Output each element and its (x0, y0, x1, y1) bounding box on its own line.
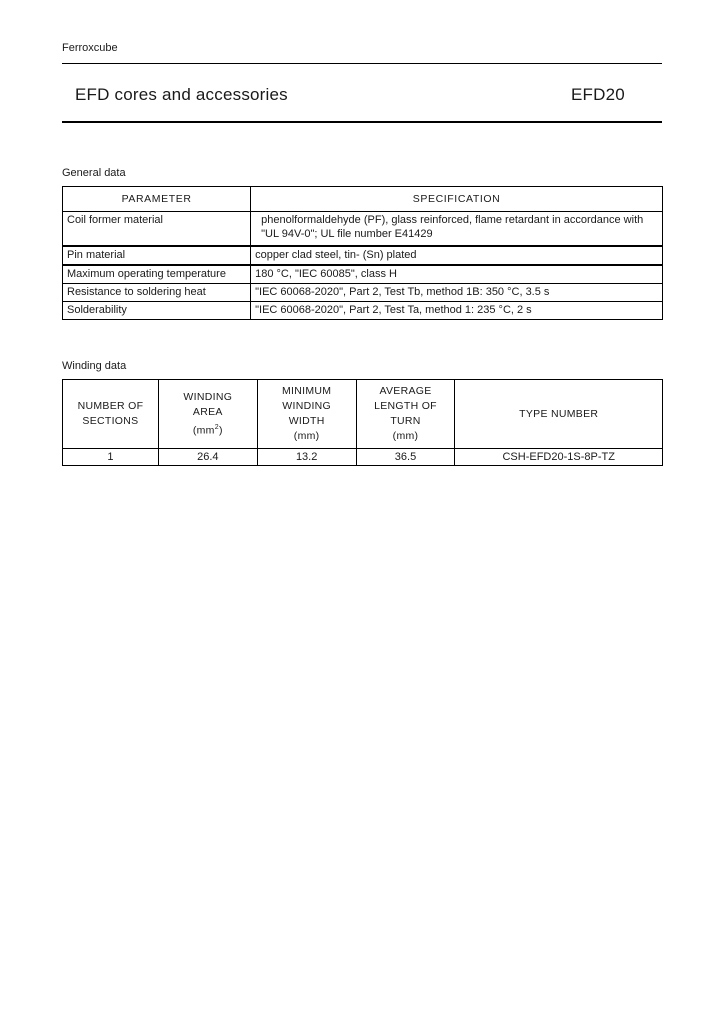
column-header-avg-length-of-turn (356, 380, 455, 449)
spec-line: "UL 94V-0"; UL file number E41429 (261, 228, 433, 240)
parameter-cell: Coil former material (63, 212, 251, 247)
header-line: WINDING (282, 400, 332, 412)
header-line: MINIMUM (281, 385, 332, 397)
parameter-cell: Solderability (63, 302, 251, 320)
header-line: (mm) (392, 430, 419, 442)
header-line: WINDING (183, 390, 233, 403)
spec-cell: "IEC 60068-2020", Part 2, Test Ta, method 1: 235 °C, 2 s (251, 302, 663, 320)
column-header-parameter: PARAMETER (63, 187, 251, 212)
header-line: (mm (192, 424, 215, 437)
winding-data-table (62, 379, 663, 466)
general-data-heading: General data (62, 167, 126, 179)
table-header-row (63, 187, 663, 212)
table-row (63, 212, 663, 247)
length-cell: 36.5 (356, 449, 455, 466)
header-line: AVERAGE (379, 385, 432, 397)
header-line: ) (218, 424, 223, 437)
sections-cell: 1 (63, 449, 159, 466)
column-header-type-number: TYPE NUMBER (455, 380, 663, 449)
column-header-specification: SPECIFICATION (251, 187, 663, 212)
table-row (63, 449, 663, 466)
header-line: TURN (390, 415, 421, 427)
general-data-table (62, 186, 663, 320)
column-header-winding-area (158, 380, 257, 449)
spec-cell: 180 °C, "IEC 60085", class H (251, 265, 663, 284)
spec-cell (251, 212, 663, 247)
area-cell: 26.4 (158, 449, 257, 466)
spec-cell: copper clad steel, tin- (Sn) plated (251, 246, 663, 265)
header-line: AREA (192, 405, 223, 418)
header-line: NUMBER OF (77, 400, 144, 412)
width-cell: 13.2 (257, 449, 356, 466)
header-line: (mm) (293, 430, 320, 442)
type-number-cell: CSH-EFD20-1S-8P-TZ (455, 449, 663, 466)
header-line: SECTIONS (82, 415, 139, 427)
title-rule (62, 121, 662, 123)
header-rule (62, 63, 662, 64)
column-header-min-winding-width (257, 380, 356, 449)
superscript: 2 (214, 423, 219, 431)
product-code: EFD20 (571, 85, 625, 104)
table-row (63, 246, 663, 265)
page-title: EFD cores and accessories (75, 85, 288, 104)
parameter-cell: Resistance to soldering heat (63, 284, 251, 302)
brand-name: Ferroxcube (62, 42, 118, 54)
table-row (63, 265, 663, 284)
table-row (63, 284, 663, 302)
header-line: LENGTH OF (374, 400, 437, 412)
parameter-cell: Pin material (63, 246, 251, 265)
winding-data-heading: Winding data (62, 360, 127, 372)
table-header-row (63, 380, 663, 449)
spec-cell: "IEC 60068-2020", Part 2, Test Tb, method 1B: 350 °C, 3.5 s (251, 284, 663, 302)
spec-line: phenolformaldehyde (PF), glass reinforced, flame retardant in accordance with (261, 214, 644, 226)
header-line: WIDTH (288, 415, 325, 427)
column-header-sections (63, 380, 159, 449)
table-row (63, 302, 663, 320)
parameter-cell: Maximum operating temperature (63, 265, 251, 284)
